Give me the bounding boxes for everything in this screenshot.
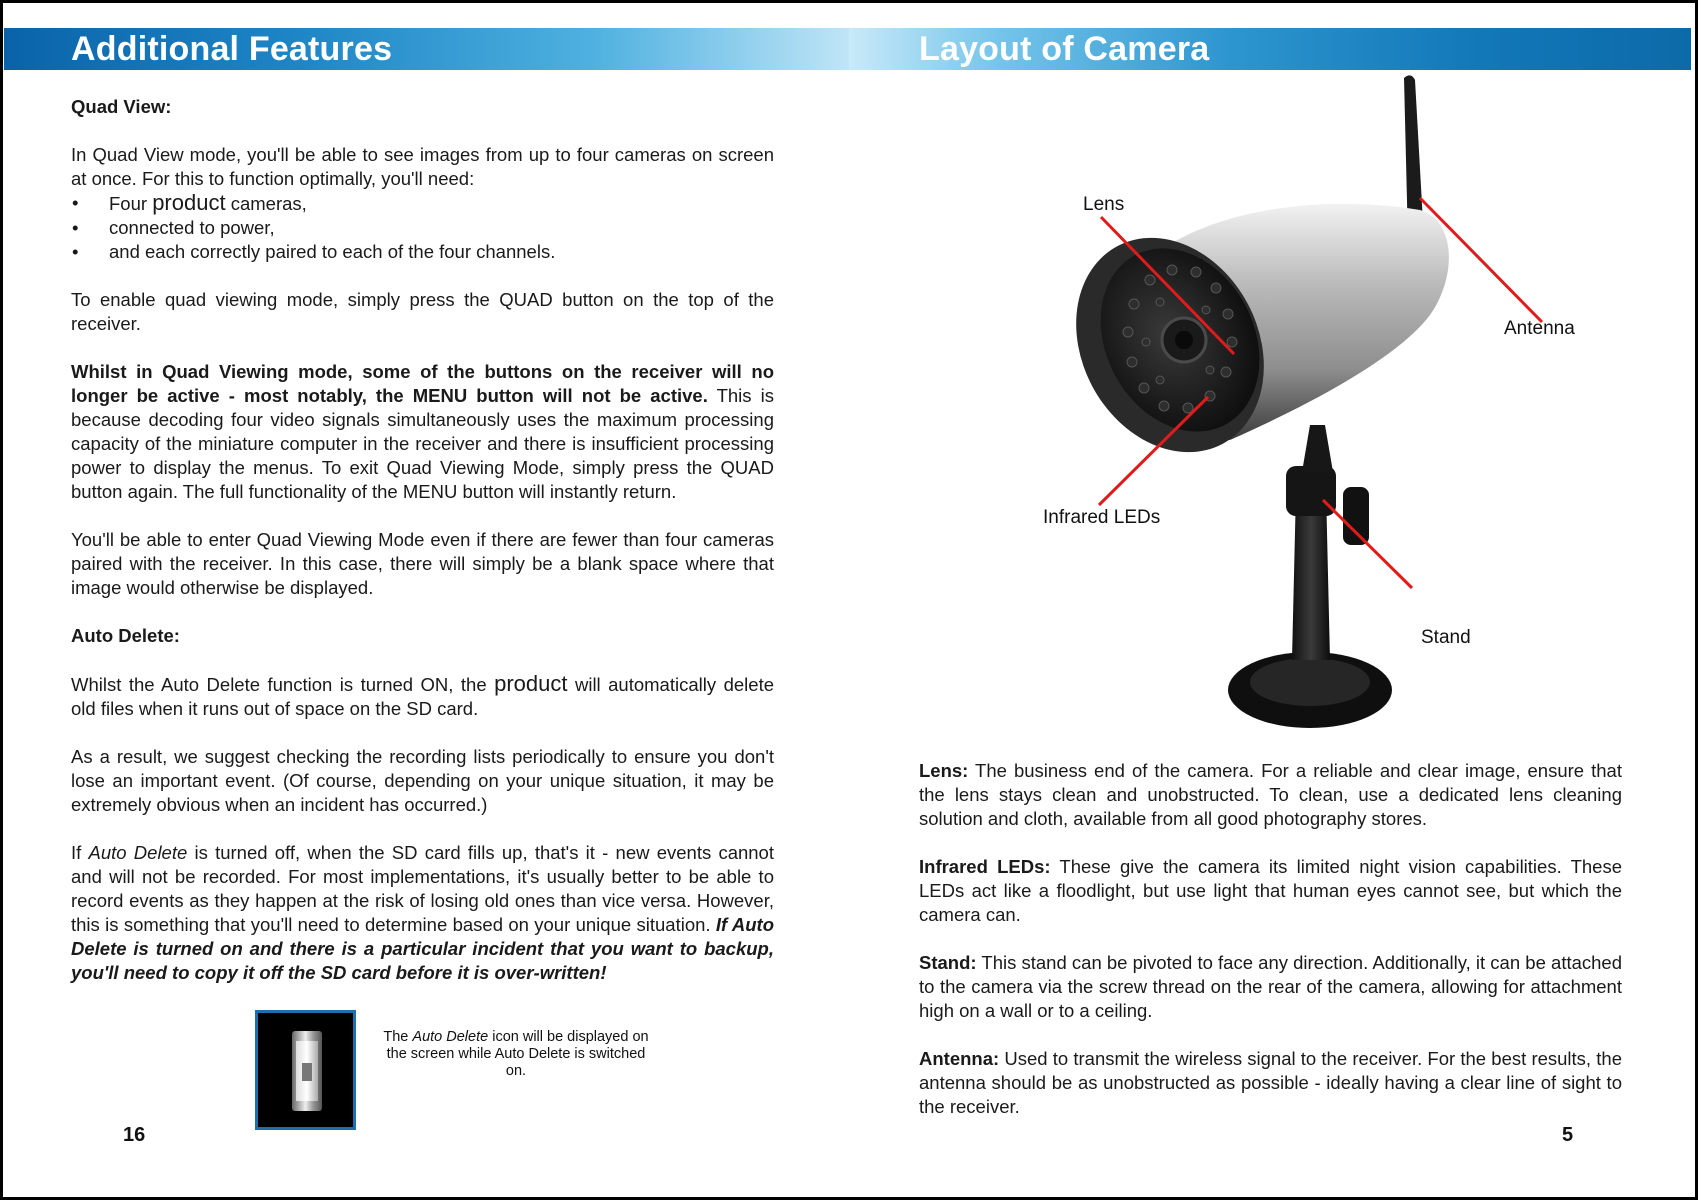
stand-label: Stand (1421, 627, 1471, 648)
icon-caption: The Auto Delete icon will be displayed on the screen while Auto Delete is switched on. (383, 1029, 649, 1079)
header-bar-left (4, 28, 849, 70)
quad-view-heading: Quad View: (71, 96, 172, 117)
requirements-list (71, 191, 774, 264)
page-number-left: 16 (123, 1124, 146, 1146)
list-item: • Four product cameras, (71, 191, 774, 216)
list-item: • and each correctly paired to each of the four channels. (71, 240, 774, 264)
product-placeholder: product (494, 671, 568, 696)
enable-quad-paragraph: To enable quad viewing mode, simply press the QUAD button on the top of the receiver. (71, 289, 774, 334)
section-title-left: Additional Features (71, 30, 393, 68)
auto-delete-off-paragraph: If Auto Delete is turned off, when the SD card fills up, that's it - new events cannot and will not be recorded. For most implementations, it's usually better to be able to record events as they happen at the risk of losing old ones than vice versa. However, this is something that you'll need to determine based on your unique situation. If Auto Delete is turned on and there is a particular incident that you want to backup, you'll need to copy it off the SD card before it is over-written! (71, 842, 774, 983)
section-title-right: Layout of Camera (919, 30, 1210, 68)
auto-delete-intro: Whilst the Auto Delete function is turned ON, the product will automatically delete old files when it runs out of space on the SD card. (71, 671, 774, 719)
quad-warning-paragraph: Whilst in Quad Viewing mode, some of the buttons on the receiver will no longer be active - most notably, the MENU button will not be active. This is because decoding four video signals simultaneously uses the maximum processing capacity of the miniature computer in the receiver and there is insufficient processing power to display the menus. To exit Quad Viewing Mode, simply press the QUAD button again. The full functionality of the MENU button will instantly return. (71, 361, 774, 502)
camera-illustration (1000, 70, 1640, 750)
right-page-body (919, 759, 1622, 1143)
stand-description: Stand: This stand can be pivoted to face any direction. Additionally, it can be attached to the camera via the screw thread on the rear of the camera, allowing for attachment high on a wall or to a ceiling. (919, 952, 1622, 1021)
antenna-label: Antenna (1504, 318, 1575, 339)
header-bar-right (849, 28, 1691, 70)
antenna-description: Antenna: Used to transmit the wireless signal to the receiver. For the best results, the antenna should be as unobstructed as possible - ideally having a clear line of sight to the receiver. (919, 1048, 1622, 1117)
stand-knob (1343, 487, 1369, 545)
lens-description: Lens: The business end of the camera. For a reliable and clear image, ensure that the lens stays clean and unobstructed. To clean, use a dedicated lens cleaning solution and cloth, available from all good photography stores. (919, 760, 1622, 829)
fewer-cameras-paragraph: You'll be able to enter Quad Viewing Mode even if there are fewer than four cameras paired with the receiver. In this case, there will simply be a blank space where that image would otherwise be displayed. (71, 529, 774, 598)
left-page-body (71, 95, 774, 985)
quad-view-intro: In Quad View mode, you'll be able to see images from up to four cameras on screen at once. For this to function optimally, you'll need: (71, 144, 774, 189)
recording-lists-paragraph: As a result, we suggest checking the recording lists periodically to ensure you don't lose an important event. (Of course, depending on your unique situation, it may be extremely obvious when an incident has occurred.) (71, 746, 774, 815)
lens-label: Lens (1083, 194, 1125, 215)
infrared-description: Infrared LEDs: These give the camera its limited night vision capabilities. These LEDs act like a floodlight, but use light that human eyes cannot see, but which the camera can. (919, 856, 1623, 925)
page-number-right: 5 (1562, 1124, 1574, 1146)
list-item: • connected to power, (71, 216, 774, 240)
product-placeholder: product (152, 190, 226, 215)
infrared-leds-label: Infrared LEDs (1043, 507, 1161, 528)
auto-delete-icon (255, 1010, 356, 1130)
auto-delete-heading: Auto Delete: (71, 625, 180, 646)
